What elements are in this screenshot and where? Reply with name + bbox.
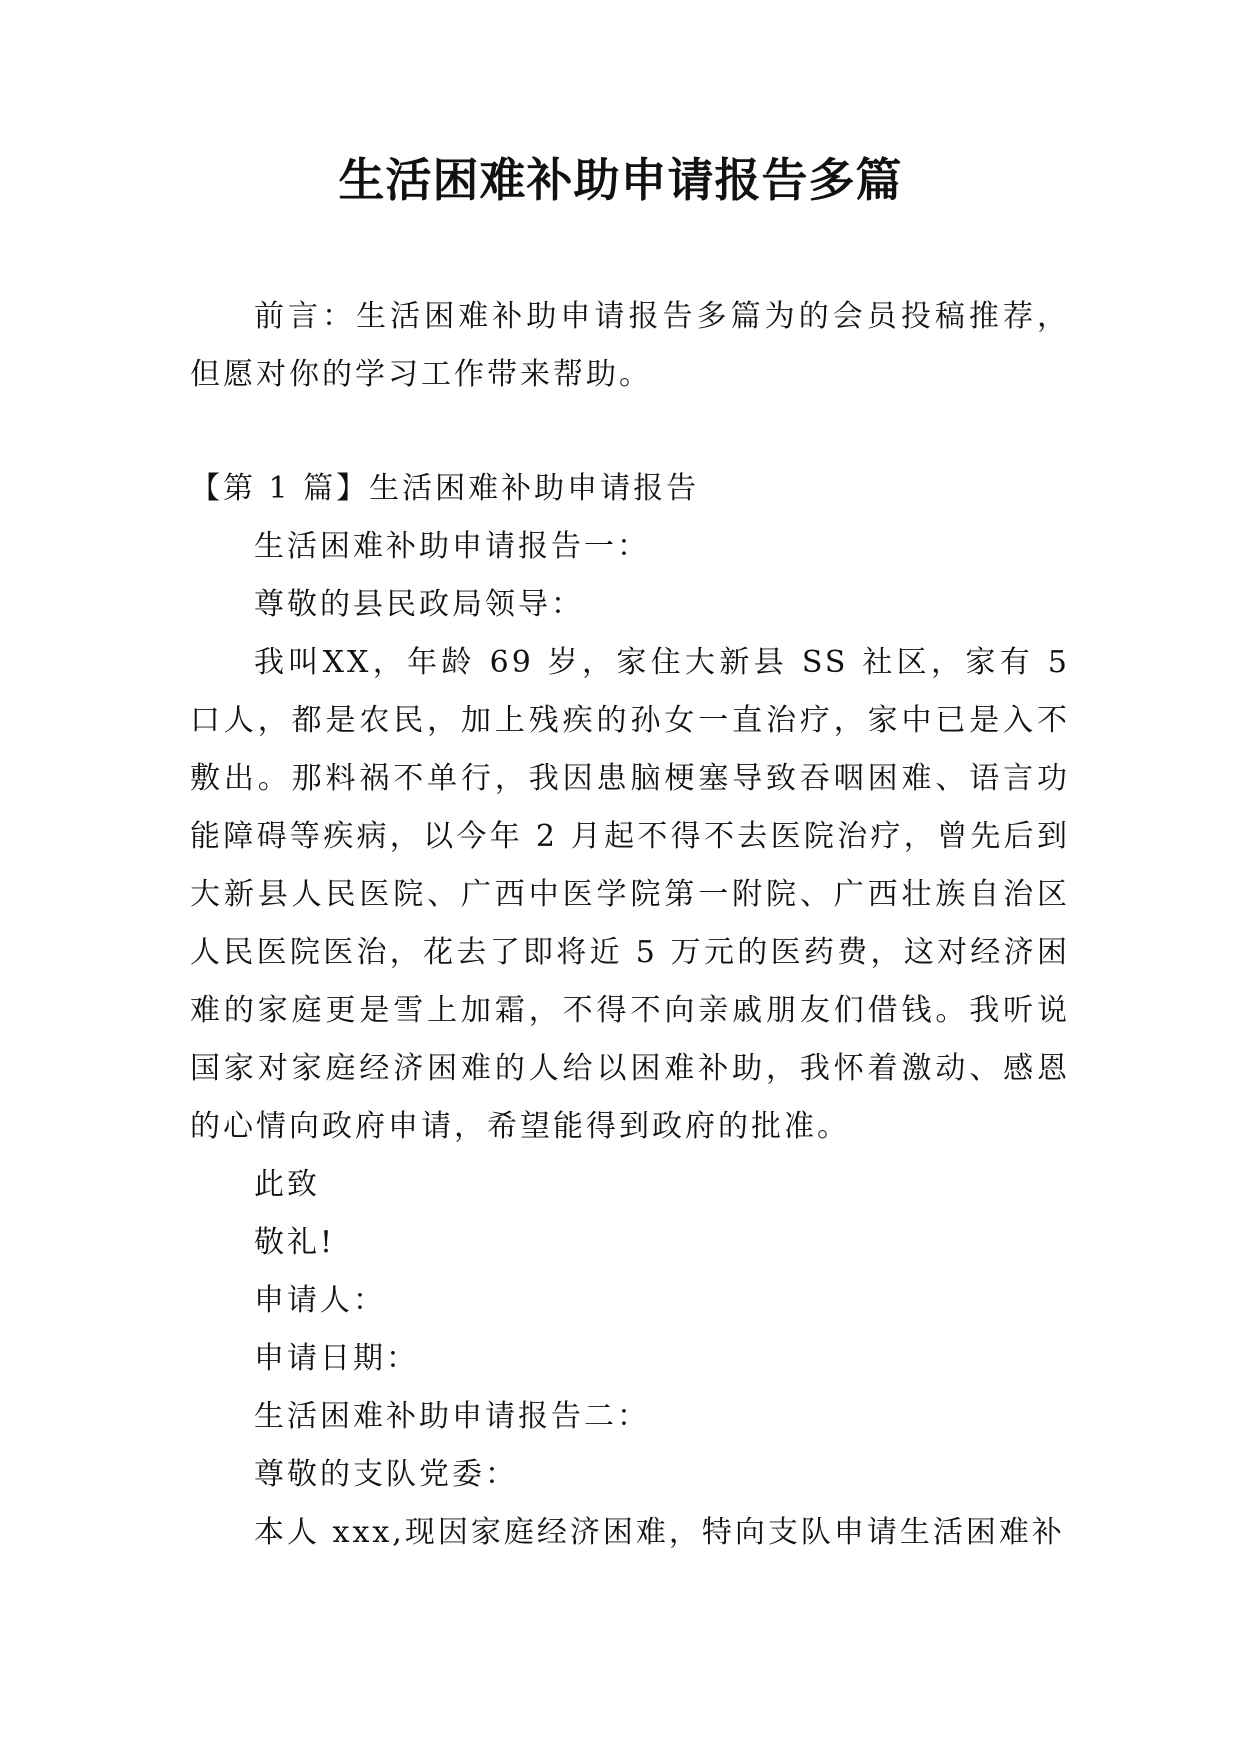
- report1-salutation: 尊敬的县民政局领导：: [254, 587, 584, 622]
- report2-body: 本人 xxx,现因家庭经济困难，特向支队申请生活困难补: [254, 1515, 1065, 1550]
- document-body: [190, 288, 1070, 1562]
- document-title: 生活困难补助申请报告多篇: [338, 153, 903, 207]
- report1-applicant: 申请人：: [254, 1283, 386, 1318]
- preface-paragraph: 前言：生活困难补助申请报告多篇为的会员投稿推荐，但愿对你的学习工作带来帮助。: [190, 299, 1070, 392]
- report1-closing-salute: 敬礼!: [254, 1225, 336, 1260]
- report1-date: 申请日期：: [254, 1341, 419, 1376]
- section-heading: 【第 1 篇】生活困难补助申请报告: [190, 471, 700, 506]
- report2-heading: 生活困难补助申请报告二：: [254, 1399, 650, 1434]
- report1-closing-regards: 此致: [254, 1167, 320, 1202]
- report1-heading: 生活困难补助申请报告一：: [254, 529, 650, 564]
- report1-body: 我叫XX，年龄 69 岁，家住大新县 SS 社区，家有 5 口人，都是农民，加上残疾的孙女一直治疗，家中已是入不敷出。那料祸不单行，我因患脑梗塞导致吞咽困难、语言功能障碍等疾病，以今年 2 月起不得不去医院治疗，曾先后到大新县人民医院、广西中医学院第一附院、广西壮族自治区人民医院医治，花去了即将近 5 万元的医药费，这对经济困难的家庭更是雪上加霜，不得不向亲戚朋友们借钱。我听说国家对家庭经济困难的人给以困难补助，我怀着激动、感恩的心情向政府申请，希望能得到政府的批准。: [190, 645, 1070, 1144]
- report2-salutation: 尊敬的支队党委：: [254, 1457, 518, 1492]
